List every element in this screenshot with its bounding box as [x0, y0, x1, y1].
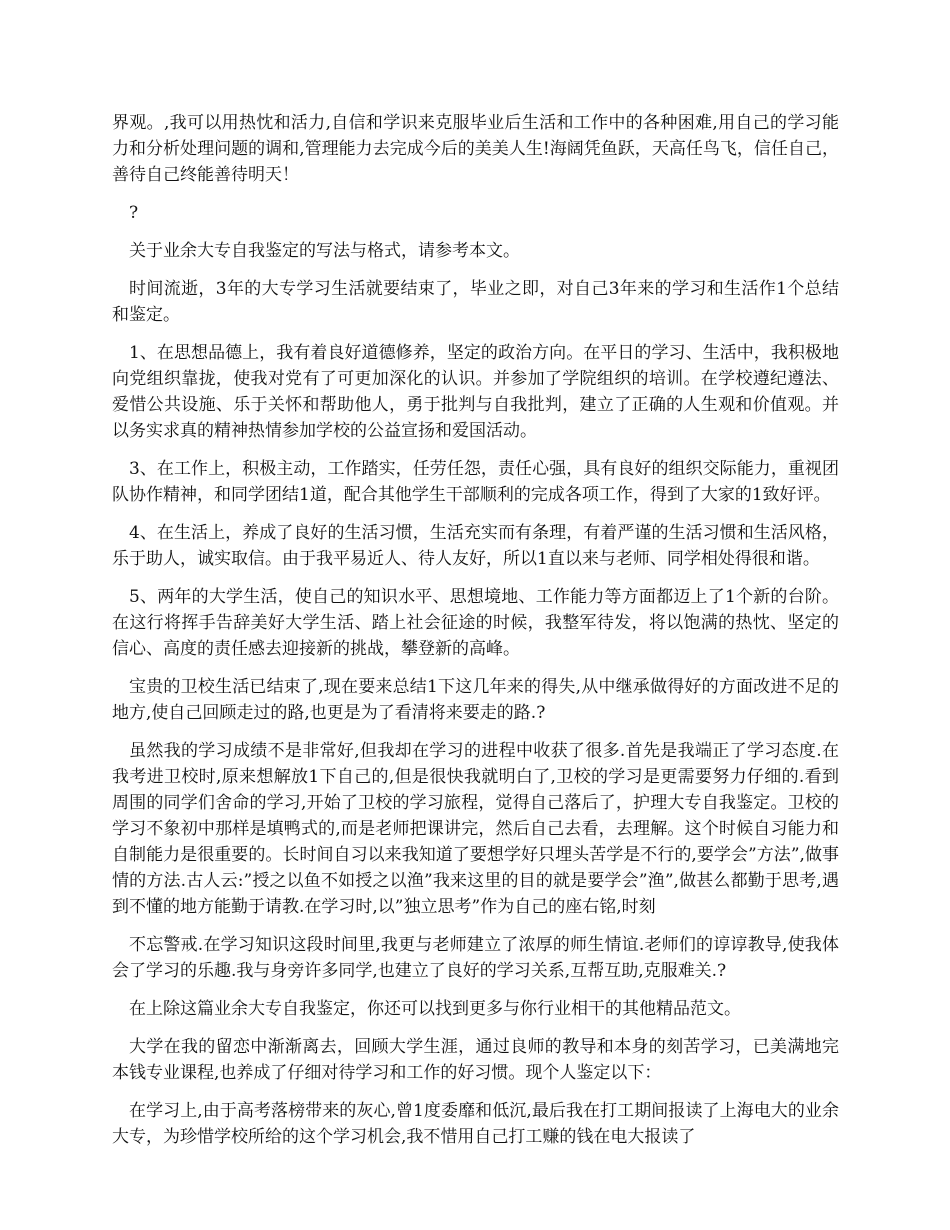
- paragraph: 4、在生活上，养成了良好的生活习惯，生活充实而有条理，有着严谨的生活习惯和生活风格，乐于助人，诚实取信。由于我平易近人、待人友好，所以1直以来与老师、同学相处得很和谐。: [112, 523, 839, 569]
- paragraph: 关于业余大专自我鉴定的写法与格式，请参考本文。: [129, 241, 520, 261]
- paragraph: 3、在工作上，积极主动，工作踏实，任劳任怨，责任心强，具有良好的组织交际能力，重视团队协作精神，和同学团结1道，配合其他学生干部顺利的完成各项工作，得到了大家的1致好评。: [112, 459, 839, 505]
- paragraph: 时间流逝，3年的大专学习生活就要结束了，毕业之即，对自己3年来的学习和生活作1个总结和鉴定。: [112, 279, 839, 325]
- paragraph: 5、两年的大学生活，使自己的知识水平、思想境地、工作能力等方面都迈上了1个新的台阶。在这行将挥手告辞美好大学生活、踏上社会征途的时候，我整军待发，将以饱满的热忱、坚定的信心、高度的责任感去迎接新的挑战，攀登新的高峰。: [112, 587, 839, 659]
- paragraph: 在学习上,由于高考落榜带来的灰心,曾1度委靡和低沉,最后我在打工期间报读了上海电大的业余大专，为珍惜学校所给的这个学习机会,我不惜用自己打工赚的钱在电大报读了: [112, 1101, 839, 1147]
- paragraph: 在上除这篇业余大专自我鉴定，你还可以找到更多与你行业相干的其他精品范文。: [129, 999, 741, 1019]
- paragraph: 宝贵的卫校生活已结束了,现在要来总结1下这几年来的得失,从中继承做得好的方面改进不足的地方,使自己回顾走过的路,也更是为了看清将来要走的路.?: [112, 677, 839, 723]
- paragraph: ?: [129, 203, 139, 223]
- paragraph: 虽然我的学习成绩不是非常好,但我却在学习的进程中收获了很多.首先是我端正了学习态度.在我考进卫校时,原来想解放1下自己的,但是很快我就明白了,卫校的学习是更需要努力仔细的.看到周围的同学们舍命的学习,开始了卫校的学习旅程，觉得自己落后了，护理大专自我鉴定。卫校的学习不象初中那样是填鸭式的,而是老师把课讲完，然后自己去看，去理解。这个时候自习能力和自制能力是很重要的。长时间自习以来我知道了要想学好只埋头苦学是不行的,要学会”方法”,做事情的方法.古人云:”授之以鱼不如授之以渔”我来这里的目的就是要学会”渔”,做甚么都勤于思考,遇到不懂的地方能勤于请教.在学习时,以”独立思考”作为自己的座右铭,时刻: [112, 741, 840, 917]
- paragraph: 大学在我的留恋中渐渐离去，回顾大学生涯，通过良师的教导和本身的刻苦学习，已美满地完本钱专业课程,也养成了仔细对待学习和工作的好习惯。现个人鉴定以下：: [112, 1037, 839, 1083]
- paragraph: 界观。,我可以用热忱和活力,自信和学识来克服毕业后生活和工作中的各种困难,用自己的学习能力和分析处理问题的调和,管理能力去完成今后的美美人生!海阔凭鱼跃，天高任鸟飞，信任自己，善待自己终能善待明天！: [112, 113, 839, 185]
- paragraph: 1、在思想品德上，我有着良好道德修养，坚定的政治方向。在平日的学习、生活中，我积极地向党组织靠拢，使我对党有了可更加深化的认识。并参加了学院组织的培训。在学校遵纪遵法、爱惜公共设施、乐于关怀和帮助他人，勇于批判与自我批判，建立了正确的人生观和价值观。并以务实求真的精神热情参加学校的公益宣扬和爱国活动。: [112, 343, 839, 441]
- document-body: [112, 110, 839, 1162]
- paragraph: 不忘警戒.在学习知识这段时间里,我更与老师建立了浓厚的师生情谊.老师们的谆谆教导,使我体会了学习的乐趣.我与身旁许多同学,也建立了良好的学习关系,互帮互助,克服难关.?: [112, 935, 839, 981]
